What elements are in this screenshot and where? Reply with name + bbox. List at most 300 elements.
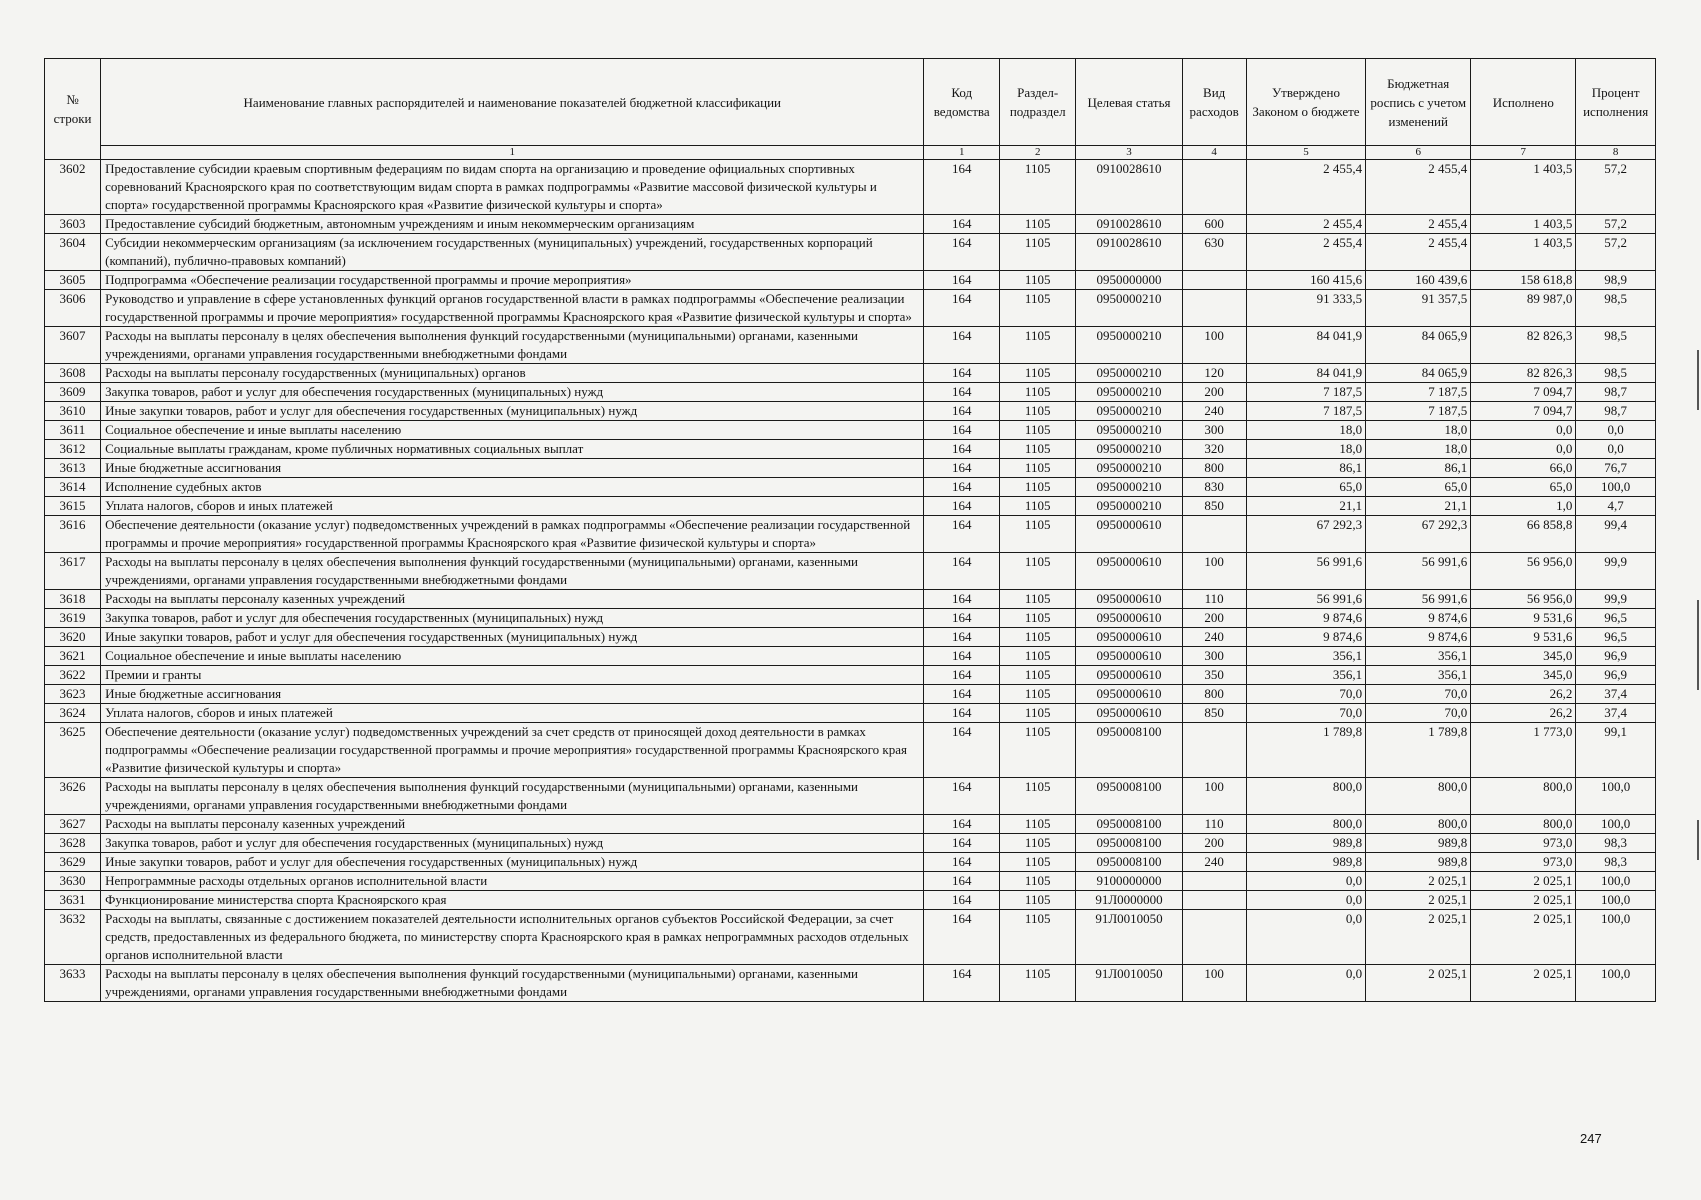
section-code: 1105 — [999, 910, 1076, 965]
approved-amount: 70,0 — [1246, 685, 1365, 704]
expense-type — [1182, 910, 1246, 965]
expense-type: 100 — [1182, 778, 1246, 815]
target-code: 91Л0010050 — [1076, 910, 1182, 965]
expense-type — [1182, 271, 1246, 290]
approved-amount: 2 455,4 — [1246, 215, 1365, 234]
row-number: 3624 — [45, 704, 101, 723]
target-code: 91Л0000000 — [1076, 891, 1182, 910]
section-code: 1105 — [999, 421, 1076, 440]
execution-percent: 37,4 — [1576, 704, 1656, 723]
table-row — [45, 647, 1656, 666]
target-code: 0950000210 — [1076, 459, 1182, 478]
target-code: 0950008100 — [1076, 815, 1182, 834]
executed-amount: 65,0 — [1471, 478, 1576, 497]
header-approved: Утверждено Законом о бюджете — [1246, 59, 1365, 146]
header-executed: Исполнено — [1471, 59, 1576, 146]
execution-percent: 100,0 — [1576, 891, 1656, 910]
table-row — [45, 910, 1656, 965]
table-row — [45, 872, 1656, 891]
section-code: 1105 — [999, 685, 1076, 704]
schedule-amount: 356,1 — [1366, 647, 1471, 666]
row-number: 3633 — [45, 965, 101, 1002]
expense-type — [1182, 516, 1246, 553]
section-code: 1105 — [999, 834, 1076, 853]
executed-amount: 2 025,1 — [1471, 910, 1576, 965]
schedule-amount: 7 187,5 — [1366, 402, 1471, 421]
row-name: Иные закупки товаров, работ и услуг для обеспечения государственных (муниципальных) нужд — [101, 402, 924, 421]
execution-percent: 57,2 — [1576, 160, 1656, 215]
executed-amount: 973,0 — [1471, 853, 1576, 872]
col-number: 3 — [1076, 146, 1182, 160]
row-name: Расходы на выплаты персоналу в целях обеспечения выполнения функций государственными (муниципальными) органами, казенными учреждениями, органами управления государственными внебюджетными фондами — [101, 553, 924, 590]
row-number: 3613 — [45, 459, 101, 478]
approved-amount: 65,0 — [1246, 478, 1365, 497]
execution-percent: 0,0 — [1576, 421, 1656, 440]
row-name: Обеспечение деятельности (оказание услуг) подведомственных учреждений за счет средств от приносящей доход деятельности в рамках подпрограммы «Обеспечение реализации государственной программы и прочие мероприятия» государственной программы Красноярского края «Развитие физической культуры и спорта» — [101, 723, 924, 778]
row-number: 3616 — [45, 516, 101, 553]
scan-edge-mark — [1697, 820, 1699, 860]
row-name: Исполнение судебных актов — [101, 478, 924, 497]
row-name: Расходы на выплаты персоналу в целях обеспечения выполнения функций государственными (муниципальными) органами, казенными учреждениями, органами управления государственными внебюджетными фондами — [101, 778, 924, 815]
table-row — [45, 853, 1656, 872]
executed-amount: 82 826,3 — [1471, 364, 1576, 383]
row-name: Социальное обеспечение и иные выплаты населению — [101, 421, 924, 440]
table-row — [45, 553, 1656, 590]
row-name: Подпрограмма «Обеспечение реализации государственной программы и прочие мероприятия» — [101, 271, 924, 290]
row-number: 3615 — [45, 497, 101, 516]
approved-amount: 70,0 — [1246, 704, 1365, 723]
col-number: 4 — [1182, 146, 1246, 160]
dept-code: 164 — [924, 459, 999, 478]
dept-code: 164 — [924, 271, 999, 290]
approved-amount: 356,1 — [1246, 647, 1365, 666]
table-row — [45, 364, 1656, 383]
dept-code: 164 — [924, 364, 999, 383]
target-code: 0950000210 — [1076, 364, 1182, 383]
dept-code: 164 — [924, 778, 999, 815]
table-body — [45, 160, 1656, 1002]
target-code: 0950008100 — [1076, 778, 1182, 815]
section-code: 1105 — [999, 327, 1076, 364]
executed-amount: 2 025,1 — [1471, 891, 1576, 910]
expense-type: 110 — [1182, 815, 1246, 834]
approved-amount: 800,0 — [1246, 778, 1365, 815]
table-row — [45, 440, 1656, 459]
target-code: 0950000210 — [1076, 290, 1182, 327]
executed-amount: 0,0 — [1471, 421, 1576, 440]
row-name: Расходы на выплаты персоналу в целях обеспечения выполнения функций государственными (муниципальными) органами, казенными учреждениями, органами управления государственными внебюджетными фондами — [101, 327, 924, 364]
expense-type: 800 — [1182, 685, 1246, 704]
executed-amount: 7 094,7 — [1471, 402, 1576, 421]
approved-amount: 989,8 — [1246, 853, 1365, 872]
target-code: 0950000210 — [1076, 402, 1182, 421]
dept-code: 164 — [924, 647, 999, 666]
approved-amount: 0,0 — [1246, 965, 1365, 1002]
executed-amount: 1 403,5 — [1471, 160, 1576, 215]
expense-type — [1182, 160, 1246, 215]
header-name: Наименование главных распорядителей и наименование показателей бюджетной классификации — [101, 59, 924, 146]
expense-type: 110 — [1182, 590, 1246, 609]
header-target: Целевая статья — [1076, 59, 1182, 146]
approved-amount: 7 187,5 — [1246, 402, 1365, 421]
schedule-amount: 65,0 — [1366, 478, 1471, 497]
row-name: Обеспечение деятельности (оказание услуг) подведомственных учреждений в рамках подпрограммы «Обеспечение реализации государственной программы и прочие мероприятия» государственной программы Красноярского края «Развитие физической культуры и спорта» — [101, 516, 924, 553]
schedule-amount: 21,1 — [1366, 497, 1471, 516]
section-code: 1105 — [999, 704, 1076, 723]
execution-percent: 96,9 — [1576, 647, 1656, 666]
target-code: 0950000610 — [1076, 666, 1182, 685]
dept-code: 164 — [924, 327, 999, 364]
approved-amount: 2 455,4 — [1246, 160, 1365, 215]
executed-amount: 345,0 — [1471, 666, 1576, 685]
table-row — [45, 834, 1656, 853]
row-name: Уплата налогов, сборов и иных платежей — [101, 704, 924, 723]
dept-code: 164 — [924, 440, 999, 459]
schedule-amount: 2 455,4 — [1366, 234, 1471, 271]
approved-amount: 989,8 — [1246, 834, 1365, 853]
target-code: 0910028610 — [1076, 215, 1182, 234]
row-name: Иные бюджетные ассигнования — [101, 685, 924, 704]
schedule-amount: 67 292,3 — [1366, 516, 1471, 553]
target-code: 0910028610 — [1076, 234, 1182, 271]
expense-type: 200 — [1182, 834, 1246, 853]
approved-amount: 7 187,5 — [1246, 383, 1365, 402]
schedule-amount: 356,1 — [1366, 666, 1471, 685]
row-number: 3627 — [45, 815, 101, 834]
row-number: 3609 — [45, 383, 101, 402]
header-row-no: № строки — [45, 59, 101, 160]
expense-type: 600 — [1182, 215, 1246, 234]
approved-amount: 84 041,9 — [1246, 327, 1365, 364]
row-number: 3603 — [45, 215, 101, 234]
table-row — [45, 234, 1656, 271]
schedule-amount: 84 065,9 — [1366, 364, 1471, 383]
expense-type: 630 — [1182, 234, 1246, 271]
approved-amount: 800,0 — [1246, 815, 1365, 834]
budget-table — [44, 58, 1656, 1002]
schedule-amount: 91 357,5 — [1366, 290, 1471, 327]
execution-percent: 98,3 — [1576, 834, 1656, 853]
table-row — [45, 290, 1656, 327]
target-code: 0950000210 — [1076, 440, 1182, 459]
schedule-amount: 7 187,5 — [1366, 383, 1471, 402]
executed-amount: 2 025,1 — [1471, 872, 1576, 891]
table-row — [45, 666, 1656, 685]
row-name: Функционирование министерства спорта Красноярского края — [101, 891, 924, 910]
row-number: 3631 — [45, 891, 101, 910]
schedule-amount: 2 025,1 — [1366, 872, 1471, 891]
execution-percent: 98,9 — [1576, 271, 1656, 290]
dept-code: 164 — [924, 609, 999, 628]
table-row — [45, 609, 1656, 628]
section-code: 1105 — [999, 609, 1076, 628]
target-code: 9100000000 — [1076, 872, 1182, 891]
execution-percent: 100,0 — [1576, 965, 1656, 1002]
target-code: 0950000610 — [1076, 516, 1182, 553]
target-code: 0950008100 — [1076, 723, 1182, 778]
target-code: 0950000610 — [1076, 628, 1182, 647]
table-row — [45, 459, 1656, 478]
row-name: Субсидии некоммерческим организациям (за исключением государственных (муниципальных) учреждений, государственных корпораций (компаний), публично-правовых компаний) — [101, 234, 924, 271]
execution-percent: 99,1 — [1576, 723, 1656, 778]
execution-percent: 100,0 — [1576, 778, 1656, 815]
col-number: 1 — [924, 146, 999, 160]
row-name: Руководство и управление в сфере установленных функций органов государственной власти в рамках подпрограммы «Обеспечение реализации государственной программы и прочие мероприятия» государственной программы Красноярского края «Развитие физической культуры и спорта» — [101, 290, 924, 327]
row-number: 3632 — [45, 910, 101, 965]
section-code: 1105 — [999, 965, 1076, 1002]
col-number: 1 — [101, 146, 924, 160]
executed-amount: 89 987,0 — [1471, 290, 1576, 327]
table-row — [45, 402, 1656, 421]
approved-amount: 0,0 — [1246, 872, 1365, 891]
executed-amount: 800,0 — [1471, 815, 1576, 834]
executed-amount: 82 826,3 — [1471, 327, 1576, 364]
target-code: 0950000210 — [1076, 327, 1182, 364]
col-number: 6 — [1366, 146, 1471, 160]
col-number: 5 — [1246, 146, 1365, 160]
execution-percent: 37,4 — [1576, 685, 1656, 704]
schedule-amount: 56 991,6 — [1366, 553, 1471, 590]
expense-type: 320 — [1182, 440, 1246, 459]
section-code: 1105 — [999, 160, 1076, 215]
table-row — [45, 628, 1656, 647]
table-row — [45, 516, 1656, 553]
section-code: 1105 — [999, 628, 1076, 647]
row-name: Непрограммные расходы отдельных органов исполнительной власти — [101, 872, 924, 891]
expense-type: 240 — [1182, 402, 1246, 421]
table-row — [45, 778, 1656, 815]
dept-code: 164 — [924, 965, 999, 1002]
expense-type: 100 — [1182, 327, 1246, 364]
target-code: 0950000610 — [1076, 647, 1182, 666]
row-name: Уплата налогов, сборов и иных платежей — [101, 497, 924, 516]
page-number: 247 — [1580, 1131, 1602, 1146]
approved-amount: 160 415,6 — [1246, 271, 1365, 290]
row-number: 3602 — [45, 160, 101, 215]
row-name: Закупка товаров, работ и услуг для обеспечения государственных (муниципальных) нужд — [101, 383, 924, 402]
approved-amount: 18,0 — [1246, 440, 1365, 459]
row-number: 3625 — [45, 723, 101, 778]
section-code: 1105 — [999, 497, 1076, 516]
executed-amount: 9 531,6 — [1471, 609, 1576, 628]
execution-percent: 98,7 — [1576, 402, 1656, 421]
row-name: Расходы на выплаты персоналу казенных учреждений — [101, 590, 924, 609]
approved-amount: 21,1 — [1246, 497, 1365, 516]
target-code: 0950000210 — [1076, 383, 1182, 402]
header-section: Раздел-подраздел — [999, 59, 1076, 146]
dept-code: 164 — [924, 853, 999, 872]
dept-code: 164 — [924, 910, 999, 965]
row-name: Иные закупки товаров, работ и услуг для обеспечения государственных (муниципальных) нужд — [101, 853, 924, 872]
approved-amount: 0,0 — [1246, 910, 1365, 965]
dept-code: 164 — [924, 834, 999, 853]
schedule-amount: 70,0 — [1366, 685, 1471, 704]
table-row — [45, 590, 1656, 609]
section-code: 1105 — [999, 271, 1076, 290]
executed-amount: 973,0 — [1471, 834, 1576, 853]
row-number: 3607 — [45, 327, 101, 364]
table-row — [45, 704, 1656, 723]
execution-percent: 99,4 — [1576, 516, 1656, 553]
row-number: 3608 — [45, 364, 101, 383]
expense-type: 120 — [1182, 364, 1246, 383]
executed-amount: 66 858,8 — [1471, 516, 1576, 553]
execution-percent: 98,5 — [1576, 327, 1656, 364]
target-code: 0950000610 — [1076, 590, 1182, 609]
execution-percent: 96,9 — [1576, 666, 1656, 685]
dept-code: 164 — [924, 628, 999, 647]
executed-amount: 1 403,5 — [1471, 215, 1576, 234]
approved-amount: 9 874,6 — [1246, 628, 1365, 647]
expense-type: 200 — [1182, 383, 1246, 402]
schedule-amount: 18,0 — [1366, 440, 1471, 459]
table-row — [45, 497, 1656, 516]
dept-code: 164 — [924, 402, 999, 421]
dept-code: 164 — [924, 421, 999, 440]
schedule-amount: 160 439,6 — [1366, 271, 1471, 290]
execution-percent: 96,5 — [1576, 609, 1656, 628]
execution-percent: 4,7 — [1576, 497, 1656, 516]
schedule-amount: 800,0 — [1366, 815, 1471, 834]
executed-amount: 9 531,6 — [1471, 628, 1576, 647]
target-code: 0950008100 — [1076, 834, 1182, 853]
execution-percent: 100,0 — [1576, 872, 1656, 891]
section-code: 1105 — [999, 723, 1076, 778]
row-number: 3614 — [45, 478, 101, 497]
col-number: 7 — [1471, 146, 1576, 160]
schedule-amount: 18,0 — [1366, 421, 1471, 440]
section-code: 1105 — [999, 364, 1076, 383]
schedule-amount: 9 874,6 — [1366, 628, 1471, 647]
section-code: 1105 — [999, 440, 1076, 459]
row-number: 3629 — [45, 853, 101, 872]
dept-code: 164 — [924, 290, 999, 327]
table-row — [45, 685, 1656, 704]
expense-type: 350 — [1182, 666, 1246, 685]
row-name: Социальные выплаты гражданам, кроме публичных нормативных социальных выплат — [101, 440, 924, 459]
row-name: Иные бюджетные ассигнования — [101, 459, 924, 478]
schedule-amount: 2 025,1 — [1366, 965, 1471, 1002]
executed-amount: 0,0 — [1471, 440, 1576, 459]
approved-amount: 67 292,3 — [1246, 516, 1365, 553]
schedule-amount: 989,8 — [1366, 853, 1471, 872]
execution-percent: 98,5 — [1576, 290, 1656, 327]
schedule-amount: 800,0 — [1366, 778, 1471, 815]
approved-amount: 56 991,6 — [1246, 553, 1365, 590]
row-number: 3623 — [45, 685, 101, 704]
target-code: 91Л0010050 — [1076, 965, 1182, 1002]
executed-amount: 7 094,7 — [1471, 383, 1576, 402]
target-code: 0950000610 — [1076, 609, 1182, 628]
scan-edge-mark — [1697, 350, 1699, 410]
table-row — [45, 271, 1656, 290]
row-name: Предоставление субсидий бюджетным, автономным учреждениям и иным некоммерческим организациям — [101, 215, 924, 234]
expense-type — [1182, 290, 1246, 327]
schedule-amount: 2 455,4 — [1366, 215, 1471, 234]
section-code: 1105 — [999, 853, 1076, 872]
execution-percent: 57,2 — [1576, 234, 1656, 271]
schedule-amount: 1 789,8 — [1366, 723, 1471, 778]
approved-amount: 86,1 — [1246, 459, 1365, 478]
executed-amount: 26,2 — [1471, 704, 1576, 723]
budget-sheet — [44, 58, 1656, 1002]
row-number: 3620 — [45, 628, 101, 647]
expense-type — [1182, 723, 1246, 778]
row-name: Закупка товаров, работ и услуг для обеспечения государственных (муниципальных) нужд — [101, 609, 924, 628]
target-code: 0950000610 — [1076, 553, 1182, 590]
table-row — [45, 723, 1656, 778]
target-code: 0950000210 — [1076, 497, 1182, 516]
header-percent: Процент исполнения — [1576, 59, 1656, 146]
row-name: Расходы на выплаты, связанные с достижением показателей деятельности исполнительных органов субъектов Российской Федерации, за счет средств, предоставленных из федерального бюджета, по министерству спорта Красноярского края в рамках непрограммных расходов отдельных органов исполнительной власти — [101, 910, 924, 965]
execution-percent: 76,7 — [1576, 459, 1656, 478]
expense-type: 300 — [1182, 647, 1246, 666]
section-code: 1105 — [999, 891, 1076, 910]
execution-percent: 96,5 — [1576, 628, 1656, 647]
expense-type — [1182, 872, 1246, 891]
executed-amount: 56 956,0 — [1471, 590, 1576, 609]
approved-amount: 18,0 — [1246, 421, 1365, 440]
dept-code: 164 — [924, 891, 999, 910]
executed-amount: 66,0 — [1471, 459, 1576, 478]
target-code: 0950000610 — [1076, 704, 1182, 723]
row-number: 3626 — [45, 778, 101, 815]
expense-type: 850 — [1182, 704, 1246, 723]
schedule-amount: 56 991,6 — [1366, 590, 1471, 609]
approved-amount: 2 455,4 — [1246, 234, 1365, 271]
row-number: 3611 — [45, 421, 101, 440]
table-row — [45, 815, 1656, 834]
dept-code: 164 — [924, 723, 999, 778]
schedule-amount: 2 025,1 — [1366, 910, 1471, 965]
row-number: 3604 — [45, 234, 101, 271]
dept-code: 164 — [924, 215, 999, 234]
execution-percent: 98,5 — [1576, 364, 1656, 383]
dept-code: 164 — [924, 666, 999, 685]
schedule-amount: 989,8 — [1366, 834, 1471, 853]
expense-type: 240 — [1182, 853, 1246, 872]
schedule-amount: 9 874,6 — [1366, 609, 1471, 628]
section-code: 1105 — [999, 402, 1076, 421]
row-name: Социальное обеспечение и иные выплаты населению — [101, 647, 924, 666]
schedule-amount: 86,1 — [1366, 459, 1471, 478]
table-row — [45, 160, 1656, 215]
approved-amount: 56 991,6 — [1246, 590, 1365, 609]
executed-amount: 56 956,0 — [1471, 553, 1576, 590]
approved-amount: 1 789,8 — [1246, 723, 1365, 778]
approved-amount: 356,1 — [1246, 666, 1365, 685]
row-name: Премии и гранты — [101, 666, 924, 685]
execution-percent: 99,9 — [1576, 590, 1656, 609]
executed-amount: 1 403,5 — [1471, 234, 1576, 271]
executed-amount: 800,0 — [1471, 778, 1576, 815]
row-name: Закупка товаров, работ и услуг для обеспечения государственных (муниципальных) нужд — [101, 834, 924, 853]
row-number: 3617 — [45, 553, 101, 590]
dept-code: 164 — [924, 160, 999, 215]
execution-percent: 98,3 — [1576, 853, 1656, 872]
row-number: 3606 — [45, 290, 101, 327]
expense-type: 800 — [1182, 459, 1246, 478]
row-number: 3622 — [45, 666, 101, 685]
section-code: 1105 — [999, 872, 1076, 891]
executed-amount: 345,0 — [1471, 647, 1576, 666]
expense-type — [1182, 891, 1246, 910]
dept-code: 164 — [924, 553, 999, 590]
section-code: 1105 — [999, 553, 1076, 590]
header-dept: Код ведомства — [924, 59, 999, 146]
row-number: 3612 — [45, 440, 101, 459]
execution-percent: 100,0 — [1576, 478, 1656, 497]
